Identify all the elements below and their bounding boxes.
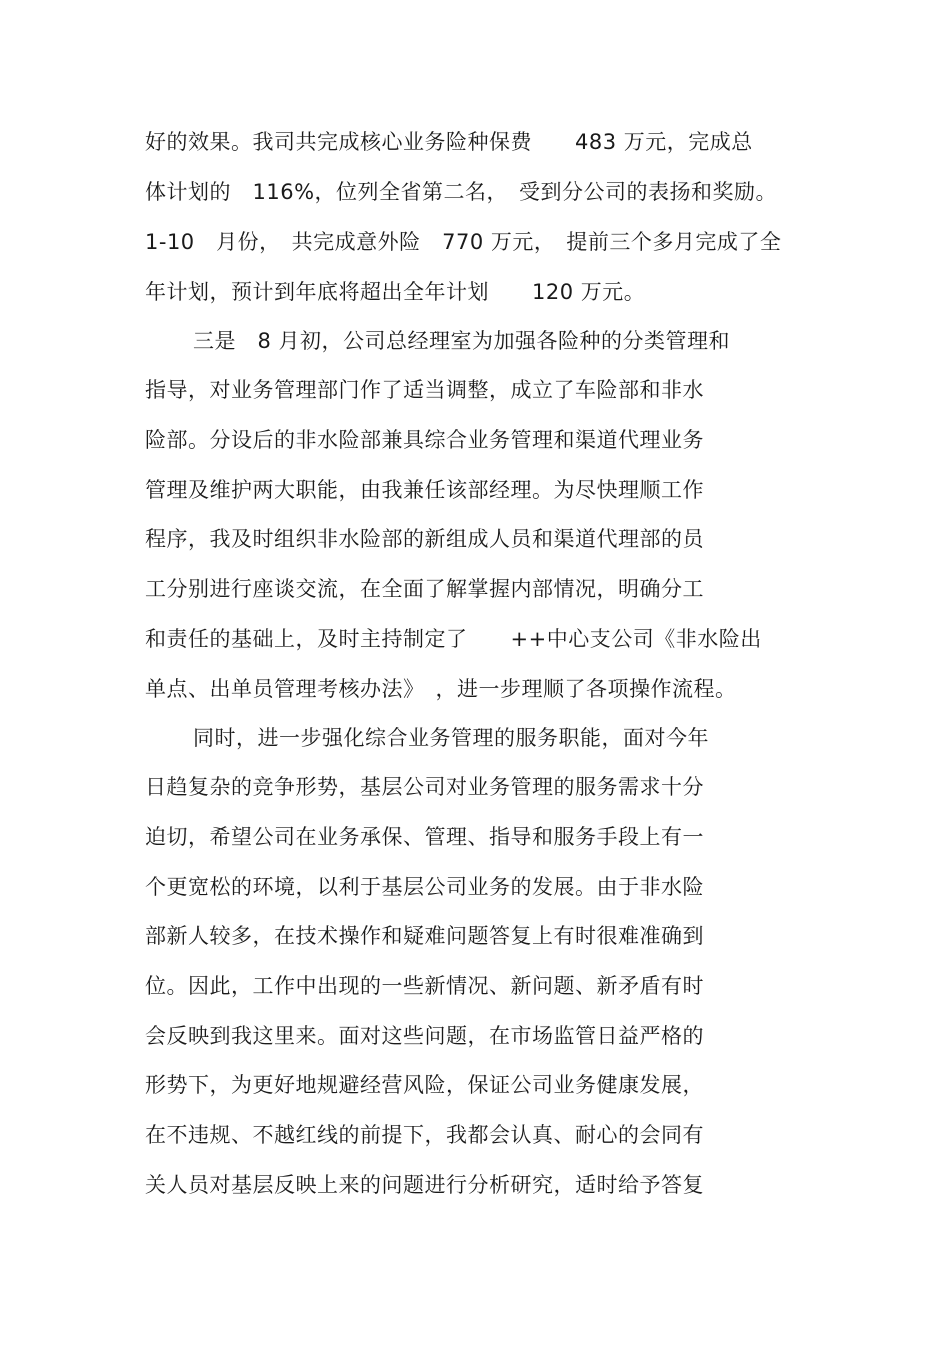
text-line: 单点、出单员管理考核办法》 ，进一步理顺了各项操作流程。 <box>145 677 737 701</box>
paragraph-start-line: 同时，进一步强化综合业务管理的服务职能，面对今年 <box>193 726 709 750</box>
text-line: 1-10 月份， 共完成意外险 770 万元， 提前三个多月完成了全 <box>145 230 782 254</box>
text-line: 个更宽松的环境，以利于基层公司业务的发展。由于非水险 <box>145 875 704 899</box>
text-line: 在不违规、不越红线的前提下，我都会认真、耐心的会同有 <box>145 1123 704 1147</box>
text-line: 体计划的 116%，位列全省第二名， 受到分公司的表扬和奖励。 <box>145 180 778 204</box>
text-line: 形势下，为更好地规避经营风险，保证公司业务健康发展， <box>145 1073 704 1097</box>
text-line: 关人员对基层反映上来的问题进行分析研究，适时给予答复 <box>145 1173 704 1197</box>
text-line: 年计划，预计到年底将超出全年计划 120 万元。 <box>145 280 646 304</box>
paragraph-start-line: 三是 8 月初，公司总经理室为加强各险种的分类管理和 <box>193 329 731 353</box>
text-line: 日趋复杂的竞争形势，基层公司对业务管理的服务需求十分 <box>145 775 704 799</box>
text-line: 会反映到我这里来。面对这些问题，在市场监管日益严格的 <box>145 1024 704 1048</box>
text-line: 工分别进行座谈交流，在全面了解掌握内部情况，明确分工 <box>145 577 704 601</box>
text-line: 部新人较多，在技术操作和疑难问题答复上有时很难准确到 <box>145 924 704 948</box>
text-line: 好的效果。我司共完成核心业务险种保费 483 万元，完成总 <box>145 130 753 154</box>
text-line: 指导，对业务管理部门作了适当调整，成立了车险部和非水 <box>145 378 704 402</box>
text-line: 迫切，希望公司在业务承保、管理、指导和服务手段上有一 <box>145 825 704 849</box>
text-line: 位。因此，工作中出现的一些新情况、新问题、新矛盾有时 <box>145 974 704 998</box>
text-line: 程序，我及时组织非水险部的新组成人员和渠道代理部的员 <box>145 527 704 551</box>
text-line: 险部。分设后的非水险部兼具综合业务管理和渠道代理业务 <box>145 428 704 452</box>
text-line: 管理及维护两大职能，由我兼任该部经理。为尽快理顺工作 <box>145 478 704 502</box>
text-line: 和责任的基础上，及时主持制定了 ++中心支公司《非水险出 <box>145 627 762 651</box>
